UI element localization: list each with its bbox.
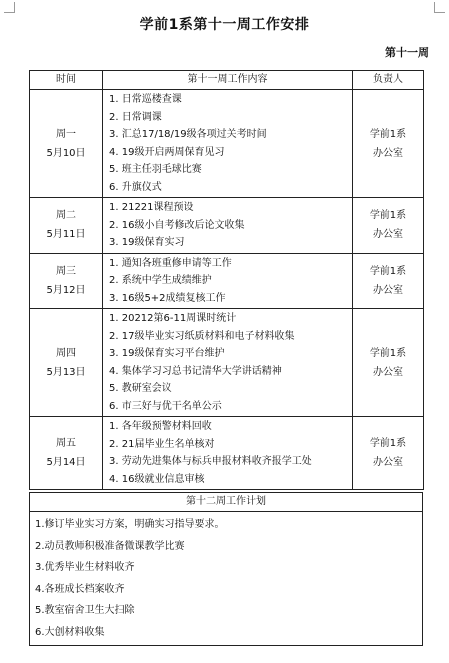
owner-line: 学前1系 [369, 438, 407, 449]
page-corner-mark-top-left [4, 2, 15, 13]
schedule-row-tuesday [30, 198, 424, 254]
time-cell [30, 309, 103, 417]
task-list [103, 309, 353, 417]
task-item: 5. 班主任羽毛球比赛 [109, 164, 202, 175]
day-label: 周三 [56, 265, 76, 277]
task-item: 2. 21届毕业生名单核对 [109, 438, 215, 450]
owner-cell [353, 198, 424, 254]
schedule-row-monday [30, 90, 424, 198]
task-item: 2. 17级毕业实习纸质材料和电子材料收集 [109, 330, 295, 342]
schedule-header-row [30, 71, 424, 90]
owner-cell [353, 309, 424, 417]
plan-item: 1.修订毕业实习方案，明确实习指导要求。 [35, 519, 225, 530]
task-item: 2. 系统中学生成绩维护 [109, 275, 212, 286]
owner-cell [353, 253, 424, 309]
schedule-table [29, 70, 424, 490]
date-label: 5月13日 [46, 366, 86, 378]
header-content: 第十一周工作内容 [103, 71, 353, 90]
task-item: 3. 劳动先进集体与标兵申报材料收齐报学工处 [109, 456, 312, 467]
date-label: 5月11日 [46, 229, 86, 241]
day-label: 周四 [56, 347, 76, 359]
next-week-table [29, 492, 423, 646]
owner-line: 办公室 [373, 147, 403, 159]
time-cell [30, 90, 103, 198]
task-item: 3. 16级5+2成绩复核工作 [109, 292, 226, 304]
owner-line: 办公室 [373, 457, 403, 468]
day-label: 周五 [56, 438, 76, 449]
week-label: 第十一周 [385, 46, 429, 59]
schedule-row-friday [30, 417, 424, 490]
task-list [103, 253, 353, 309]
task-list [103, 90, 353, 198]
owner-line: 办公室 [373, 229, 403, 241]
time-cell [30, 253, 103, 309]
plan-item: 5.教室宿舍卫生大扫除 [35, 605, 135, 616]
day-label: 周二 [56, 210, 76, 222]
header-owner: 负责人 [353, 71, 424, 90]
owner-cell [353, 417, 424, 490]
day-label: 周一 [56, 128, 76, 140]
schedule-row-wednesday [30, 253, 424, 309]
plan-item: 6.大创材料收集 [35, 626, 105, 638]
task-list [103, 198, 353, 254]
task-item: 5. 教研室会议 [109, 383, 172, 394]
task-item: 6. 市三好与优干名单公示 [109, 400, 222, 412]
plan-item: 4.各班成长档案收齐 [35, 583, 125, 595]
task-item: 4. 19级开启两周保育见习 [109, 146, 225, 158]
task-item: 2. 日常调课 [109, 111, 162, 123]
document-title: 学前1系第十一周工作安排 [139, 17, 310, 33]
plan-item: 2.动员教师积极准备微课教学比赛 [35, 540, 185, 552]
date-label: 5月12日 [46, 284, 86, 296]
task-item: 3. 19级保育实习 [109, 237, 185, 248]
task-item: 4. 集体学习习总书记清华大学讲话精神 [109, 365, 282, 377]
task-item: 1. 各年级预警材料回收 [109, 421, 212, 432]
owner-cell [353, 90, 424, 198]
plan-item: 3.优秀毕业生材料收齐 [35, 562, 135, 573]
time-cell [30, 417, 103, 490]
next-week-heading: 第十二周工作计划 [30, 493, 423, 512]
owner-line: 办公室 [373, 284, 403, 296]
owner-line: 办公室 [373, 366, 403, 378]
owner-line: 学前1系 [369, 210, 407, 222]
task-item: 6. 升旗仪式 [109, 181, 162, 193]
owner-line: 学前1系 [369, 347, 407, 359]
task-item: 1. 21221课程预设 [109, 202, 194, 213]
task-item: 1. 日常巡楼查课 [109, 94, 182, 105]
schedule-sheet [29, 70, 423, 646]
time-cell [30, 198, 103, 254]
next-week-list [30, 512, 423, 646]
task-item: 2. 16级小自考修改后论文收集 [109, 219, 245, 231]
task-item: 3. 汇总17/18/19级各项过关考时间 [109, 129, 267, 140]
date-label: 5月10日 [46, 147, 86, 159]
header-time: 时间 [30, 71, 103, 90]
schedule-row-thursday [30, 309, 424, 417]
page-corner-mark-top-right [434, 2, 445, 13]
owner-line: 学前1系 [369, 265, 407, 277]
task-item: 3. 19级保育实习平台维护 [109, 348, 225, 359]
task-item: 1. 20212第6-11周课时统计 [109, 313, 237, 324]
task-list [103, 417, 353, 490]
task-item: 4. 16级就业信息审核 [109, 473, 205, 485]
owner-line: 学前1系 [369, 128, 407, 140]
task-item: 1. 通知各班重修申请等工作 [109, 257, 232, 269]
date-label: 5月14日 [46, 457, 86, 468]
